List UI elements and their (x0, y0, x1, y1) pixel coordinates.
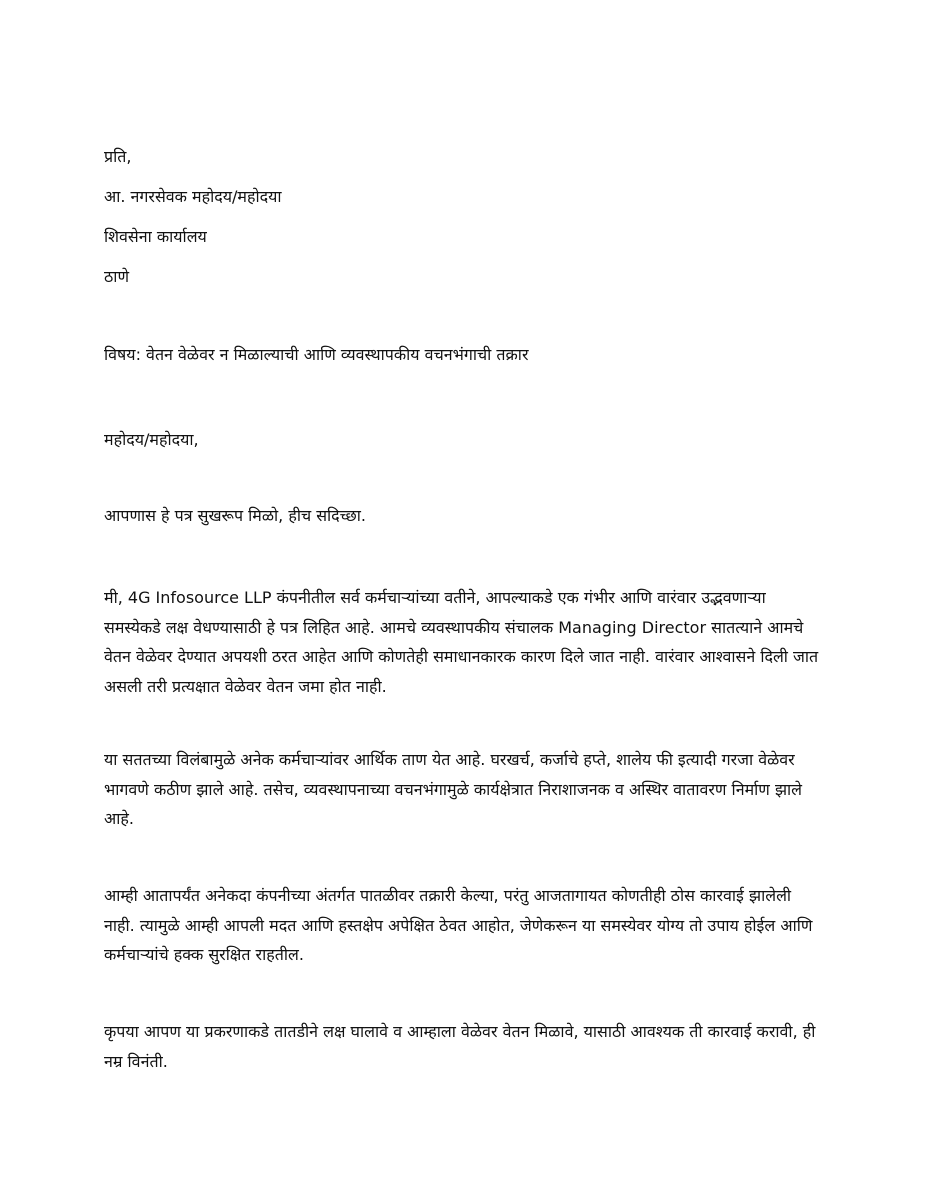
body-paragraph-4: कृपया आपण या प्रकरणाकडे तातडीने लक्ष घालावे व आम्हाला वेळेवर वेतन मिळावे, यासाठी आवश्यक ती कारवाई करावी, ही नम्र विनंती. (104, 1022, 816, 1071)
recipient-city: ठाणे (104, 267, 130, 286)
body-paragraph-1: मी, 4G Infosource LLP कंपनीतील सर्व कर्मचाऱ्यांच्या वतीने, आपल्याकडे एक गंभीर आणि वारंवार उद्भवणाऱ्या समस्येकडे लक्ष वेधण्यासाठी हे पत्र लिहित आहे. आमचे व्यवस्थापकीय संचालक Managing Director सातत्याने आमचे वेतन वेळेवर देण्यात अपयशी ठरत आहेत आणि कोणतेही समाधानकारक कारण दिले जात नाही. वारंवार आश्वासने दिली जात असली तरी प्रत्यक्षात वेळेवर वेतन जमा होत नाही. (104, 588, 819, 696)
letter-opening: आपणास हे पत्र सुखरूप मिळो, हीच सदिच्छा. (104, 506, 367, 525)
recipient-title: आ. नगरसेवक महोदय/महोदया (104, 187, 282, 206)
body-paragraph-3: आम्ही आतापर्यंत अनेकदा कंपनीच्या अंतर्गत पातळीवर तक्रारी केल्या, परंतु आजतागायत कोणतीही ठोस कारवाई झालेली नाही. त्यामुळे आम्ही आपली मदत आणि हस्तक्षेप अपेक्षित ठेवत आहोत, जेणेकरून या समस्येवर योग्य तो उपाय होईल आणि कर्मचाऱ्यांचे हक्क सुरक्षित राहतील. (104, 886, 813, 964)
body-paragraph-2: या सततच्या विलंबामुळे अनेक कर्मचाऱ्यांवर आर्थिक ताण येत आहे. घरखर्च, कर्जाचे हप्ते, शालेय फी इत्यादी गरजा वेळेवर भागवणे कठीण झाले आहे. तसेच, व्यवस्थापनाच्या वचनभंगामुळे कार्यक्षेत्रात निराशाजनक व अस्थिर वातावरण निर्माण झाले आहे. (104, 750, 803, 828)
letter-greeting: महोदय/महोदया, (104, 430, 199, 449)
letter-subject: विषय: वेतन वेळेवर न मिळाल्याची आणि व्यवस्थापकीय वचनभंगाची तक्रार (104, 345, 529, 364)
recipient-salutation: प्रति, (104, 147, 132, 166)
recipient-office: शिवसेना कार्यालय (104, 227, 207, 246)
